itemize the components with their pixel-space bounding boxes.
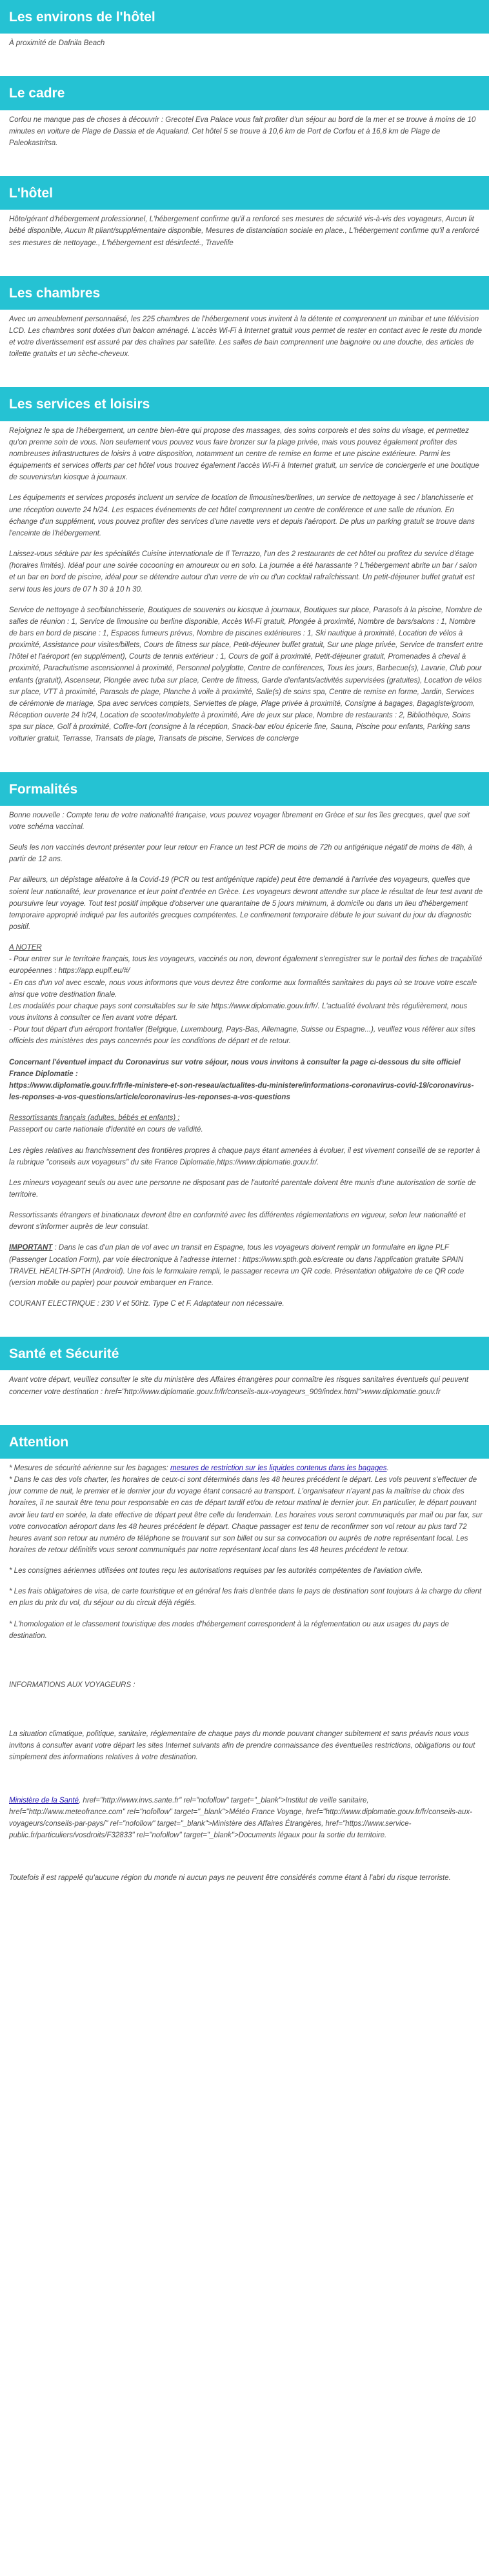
section-services	[0, 421, 489, 750]
ministere-sante-link[interactable]: Ministère de la Santé	[9, 1796, 79, 1804]
spacer	[9, 1651, 484, 1679]
spacer	[0, 1315, 489, 1337]
formalites-paragraph: Bonne nouvelle : Compte tenu de votre nationalité française, vous pouvez voyager librement en Grèce et sur les îles grecques, quel que soit votre schéma vaccinal.	[9, 811, 470, 831]
a-noter-title: A NOTER	[9, 944, 42, 952]
attention-paragraph: Toutefois il est rappelé qu'aucune région du monde ni aucun pays ne peuvent être considérés comme étant à l'abri du risque terroriste.	[9, 1874, 451, 1882]
cadre-text: Corfou ne manque pas de choses à découvrir : Grecotel Eva Palace vous fait profiter d'un séjour au bord de la mer et se trouve à moins de 10 minutes en voiture de Plage de Dassia et de Aqualand. Cet hôtel 5 se trouve à 10,6 km de Port de Corfou et à 16,8 km de Plage de Paleokastritsa.	[9, 115, 476, 147]
formalites-paragraph: Par ailleurs, un dépistage aléatoire à la Covid-19 (PCR ou test antigénique rapide) peut être demandé à l'arrivée des voyageurs, quelles que soient leur nationalité, leur provenance et leur point d'entrée en Grèce. Les voyageurs devront attendre sur place le résultat de leur test avant de poursuivre leur voyage. Tout test positif implique d'observer une quarantaine de 5 jours minimum, à domicile ou dans un lieu d'hébergement temporaire approprié indiqué par les autorités grecques compétentes. Le confinement temporaire débute le jour suivant du jour du diagnostic positif.	[9, 876, 483, 931]
formalites-paragraph: Ressortissants étrangers et binationaux devront être en conformité avec les différentes réglementations en vigueur, selon leur nationalité et devront s'informer auprès de leur consulat.	[9, 1212, 466, 1232]
sante-text: Avant votre départ, veuillez consulter le site du ministère des Affaires étrangères pour connaître les risques sanitaires éventuels qui peuvent concerner votre destination : href="http://www.diplomatie.gouv.fr/fr/conseils-aux-voyageurs_909/index.html">www.diplomatie.gouv.fr	[9, 1376, 469, 1396]
section-heading-sante: Santé et Sécurité	[0, 1337, 489, 1370]
coronavirus-label: Concernant l'éventuel impact du Coronavirus sur votre séjour, nous vous invitons à consulter la page ci-dessous du site officiel France Diplomatie :	[9, 1058, 461, 1078]
useful-links-text: , href="http://www.invs.sante.fr" rel="nofollow" target="_blank">Institut de veille sanitaire, href="http://www.meteofrance.com" rel="nofollow" target="_blank">Météo France Voyage, href="http://www.diplomatie.gouv.fr/fr/conseils-aux-voyageurs/conseils-par-pays/" rel="nofollow" target="_blank">Ministère des Affaires Étrangères, href="https://www.service-public.fr/particuliers/vosdroits/F32833" rel="nofollow" target="_blank">Documents légaux pour la sortie du territoire.	[9, 1796, 472, 1840]
attention-intro	[9, 1463, 484, 1474]
section-heading-environs: Les environs de l'hôtel	[0, 0, 489, 34]
useful-links-block	[9, 1795, 484, 1842]
section-chambres	[0, 310, 489, 366]
coronavirus-url[interactable]: https://www.diplomatie.gouv.fr/fr/le-ministere-et-son-reseau/actualites-du-ministere/informations-coronavirus-covid-19/coronavirus-les-reponses-a-vos-questions/article/coronavirus-les-reponses-a-vos-questions	[9, 1081, 474, 1102]
important-text: : Dans le cas d'un plan de vol avec un transit en Espagne, tous les voyageurs doivent remplir un formulaire en ligne PLF (Passenger Location Form), par voie électronique à l'adresse internet : https://www.spth.gob.es/create ou dans l'application gratuite SPAIN TRAVEL HEALTH-SPTH (Android). Une fois le formulaire rempli, le passager recevra un QR code. Présentation obligatoire de ce QR code (version mobile ou papier) pour pouvoir embarquer en France.	[9, 1244, 464, 1287]
a-noter-line: - Pour entrer sur le territoire français, tous les voyageurs, vaccinés ou non, devront également s'enregistrer sur le portail des fiches de traçabilité européennes : https://app.euplf.eu/#/	[9, 955, 483, 975]
section-environs	[0, 34, 489, 54]
courant-electrique: COURANT ELECTRIQUE : 230 V et 50Hz. Type C et F. Adaptateur non nécessaire.	[9, 1300, 284, 1308]
spacer	[9, 1773, 484, 1795]
attention-paragraph: * Les consignes aériennes utilisées ont toutes reçu les autorisations requises par les autorités compétentes de l'aviation civile.	[9, 1567, 423, 1575]
section-sante	[0, 1370, 489, 1403]
services-paragraph: Rejoignez le spa de l'hébergement, un centre bien-être qui propose des massages, des soins corporels et des soins du visage, et permettez qu'on prenne soin de vous. Non seulement vous pouvez vous faire bronzer sur la plage privée, mais vous pouvez également profiter des nombreuses infrastructures de loisirs à votre disposition, notamment un centre de remise en forme et une piscine extérieure. Parmi les équipements et services offerts par cet hôtel vous trouvez également l'accès Wi-Fi à Internet gratuit, un service de conciergerie et une boutique de souvenirs/un kiosque à journaux.	[9, 426, 479, 482]
formalites-paragraph: Seuls les non vaccinés devront présenter pour leur retour en France un test PCR de moins de 72h ou antigénique négatif de moins de 48h, à partir de 12 ans.	[9, 844, 472, 864]
ressortissants-title: Ressortissants français (adultes, bébés et enfants) :	[9, 1114, 180, 1123]
attention-intro-end: .	[386, 1464, 389, 1472]
attention-paragraph: * Les frais obligatoires de visa, de carte touristique et en général les frais d'entrée dans le pays de destination sont toujours à la charge du client en plus du prix du vol, du séjour ou du circuit déjà réglés.	[9, 1588, 482, 1608]
spacer	[9, 1700, 484, 1728]
important-block	[9, 1242, 484, 1289]
section-cadre	[0, 110, 489, 154]
section-heading-formalites: Formalités	[0, 772, 489, 806]
attention-paragraph: La situation climatique, politique, sanitaire, réglementaire de chaque pays du monde pouvant changer subitement et sans préavis nous vous invitons à consulter avant votre départ les sites Internet suivants afin de prendre connaissance des éventuelles restrictions, obligations ou tout simplement des informations relatives à votre destination.	[9, 1730, 475, 1762]
section-attention	[0, 1459, 489, 1898]
a-noter-line: - Pour tout départ d'un aéroport frontalier (Belgique, Luxembourg, Pays-Bas, Allemagne, Suisse ou Espagne...), veuillez vous référer aux sites officiels des ministères des pays concernés pour les conditions de départ et de retour.	[9, 1026, 475, 1046]
liquids-restriction-link[interactable]: mesures de restriction sur les liquides contenus dans les bagages	[170, 1464, 387, 1472]
section-heading-chambres: Les chambres	[0, 276, 489, 310]
spacer	[0, 154, 489, 176]
hotel-text: Hôte/gérant d'hébergement professionnel, L'hébergement confirme qu'il a renforcé ses mesures de sécurité vis-à-vis des voyageurs, Aucun lit bébé disponible, Aucun lit pliant/supplémentaire disponible, Mesures de distanciation sociale en place., L'hébergement confirme qu'il a renforcé ses mesures de nettoyage., L'hébergement est désinfecté., Travelife	[9, 215, 479, 247]
section-hotel	[0, 210, 489, 254]
section-heading-hotel: L'hôtel	[0, 176, 489, 210]
ressortissants-text: Passeport ou carte nationale d'identité en cours de validité.	[9, 1126, 203, 1134]
spacer	[0, 365, 489, 387]
spacer	[0, 1403, 489, 1425]
spacer	[0, 54, 489, 76]
a-noter-line: Les modalités pour chaque pays sont consultables sur le site https://www.diplomatie.gouv.fr/fr/. L'actualité évoluant très régulièrement, nous vous invitons à consulter ce lien avant votre départ.	[9, 1002, 468, 1023]
section-heading-cadre: Le cadre	[0, 76, 489, 110]
formalites-paragraph: Les règles relatives au franchissement des frontières propres à chaque pays étant amenées à évoluer, il est vivement conseillé de se reporter à la rubrique "conseils aux voyageurs" du site France Diplomatie,https://www.diplomatie.gouv.fr/.	[9, 1146, 481, 1166]
services-amenities-list: Service de nettoyage à sec/blanchisserie, Boutiques de souvenirs ou kiosque à journaux, Boutiques sur place, Parasols à la piscine, Nombre de salles de réunion : 1, Service de limousine ou berline disponible, Accès Wi-Fi gratuit, Plongée à proximité, Nombre de bars/salons : 1, Nombre de bars en bord de piscine : 1, Espaces fumeurs prévus, Nombre de piscines extérieures : 1, Ski nautique à proximité, Location de vélos à proximité, Assistance pour visites/billets, Cours de fitness sur place, Petit-déjeuner buffet gratuit, Sur une plage privée, Service de transfert entre l'hôtel et l'aéroport (en supplément), Courts de tennis extérieur : 1, Cours de golf à proximité, Petit-déjeuner gratuit, Promenades à cheval à proximité, Parachutisme ascensionnel à proximité, Personnel polyglotte, Centre de conférences, Tous les jours, Barbecue(s), Lavarie, Club pour enfants (gratuit), Ascenseur, Plongée avec tuba sur place, Centre de fitness, Garde d'enfants/activités supervisées (gratuites), Location de vélos sur place, VTT à proximité, Parasols de plage, Planche à voile à proximité, Salle(s) de soins spa, Centre de remise en forme, Jardin, Services de cérémonie de mariage, Spa avec services complets, Serviettes de plage, Plage privée à proximité, Consigne à bagages, Bagagiste/groom, Réception ouverte 24 h/24, Location de scooter/mobylette à proximité, Aire de jeux sur place, Nombre de restaurants : 2, Bibliothèque, Soins spa sur place, Golf à proximité, Coffre-fort (consigne à la réception, Snack-bar et/ou épicerie fine, Sauna, Piscine pour enfants, Parking sans voiturier gratuit, Terrasse, Transats de plage, Transats de piscine, Services de concierge	[9, 606, 483, 743]
attention-paragraph: * L'homologation et le classement touristique des modes d'hébergement correspondent à la réglementation ou aux usages du pays de destination.	[9, 1620, 450, 1640]
section-heading-services: Les services et loisirs	[0, 387, 489, 421]
a-noter-block	[9, 942, 484, 1047]
spacer	[0, 750, 489, 772]
attention-paragraph: * Dans le cas des vols charter, les horaires de ceux-ci sont déterminés dans les 48 heures précédent le départ. Les vols peuvent s'effectuer de jour comme de nuit, le premier et le dernier jour du voyage étant consacré au transport. L'organisateur n'ayant pas la maîtrise du choix des horaires, il ne saurait être tenu pour responsable en cas de départ tardif et/ou de retour matinal le dernier jour. En particulier, le départ pouvant avoir lieu tard en soirée, la date effective de départ peut être celle du lendemain. Les horaires vous seront communiqués par mail ou par fax, sur votre convocation aéroport dans les 48 heures précédent le départ. Chaque passager est tenu de reconfirmer son vol retour au plus tard 72 heures avant son retour au numéro de téléphone se trouvant sur son billet ou sur sa convocation ou auprès de notre représentant local. Les horaires de retour définitifs vous seront communiqués par notre représentant local dans les 48 heures précédent le retour.	[9, 1476, 483, 1554]
attention-intro-text: * Mesures de sécurité aérienne sur les bagages:	[9, 1464, 170, 1472]
a-noter-line: - En cas d'un vol avec escale, nous vous informons que vous devrez être conforme aux formalités sanitaires du pays où se trouve votre escale ainsi que votre destination finale.	[9, 979, 477, 999]
section-heading-attention: Attention	[0, 1425, 489, 1459]
section-formalites	[0, 806, 489, 1315]
info-voyageurs-title: INFORMATIONS AUX VOYAGEURS :	[9, 1681, 135, 1689]
spacer	[9, 1850, 484, 1872]
services-paragraph: Laissez-vous séduire par les spécialités Cuisine internationale de Il Terrazzo, l'un des 2 restaurants de cet hôtel ou profitez du service d'étage (horaires limités). Idéal pour une soirée cocooning en amoureux ou en solo. La journée a été harassante ? L'hébergement abrite un bar / salon et un bar en bord de piscine, idéal pour se détendre autour d'un verre de vin ou d'un cocktail rafraîchissant. Un petit-déjeuner buffet gratuit est servi tous les jours de 07 h 30 à 10 h 30.	[9, 550, 477, 594]
chambres-text: Avec un ameublement personnalisé, les 225 chambres de l'hébergement vous invitent à la détente et comprennent un minibar et une télévision LCD. Les chambres sont dotées d'un balcon aménagé. L'accès Wi-Fi à Internet gratuit vous permet de rester en contact avec le reste du monde et votre divertissement est assuré par des chaînes par satellite. Les salles de bain comprennent une baignoire ou une douche, des articles de toilette gratuits et un sèche-cheveux.	[9, 315, 483, 359]
services-paragraph: Les équipements et services proposés incluent un service de location de limousines/berlines, un service de nettoyage à sec / blanchisserie et une réception ouverte 24 h/24. Les espaces événements de cet hôtel comprennent un centre de conférence et une salle de réunion. En échange d'un supplément, vous pouvez profiter des services d'une navette vers et depuis l'aéroport. De plus un parking gratuit se trouve dans l'enceinte de l'hébergement.	[9, 494, 475, 537]
spacer	[0, 254, 489, 276]
coronavirus-block	[9, 1057, 484, 1104]
formalites-paragraph: Les mineurs voyageant seuls ou avec une personne ne disposant pas de l'autorité parentale doivent être munis d'une autorisation de sortie de territoire.	[9, 1179, 476, 1199]
important-label: IMPORTANT	[9, 1244, 53, 1252]
environs-text: À proximité de Dafnila Beach	[9, 39, 105, 48]
ressortissants-block	[9, 1112, 484, 1135]
